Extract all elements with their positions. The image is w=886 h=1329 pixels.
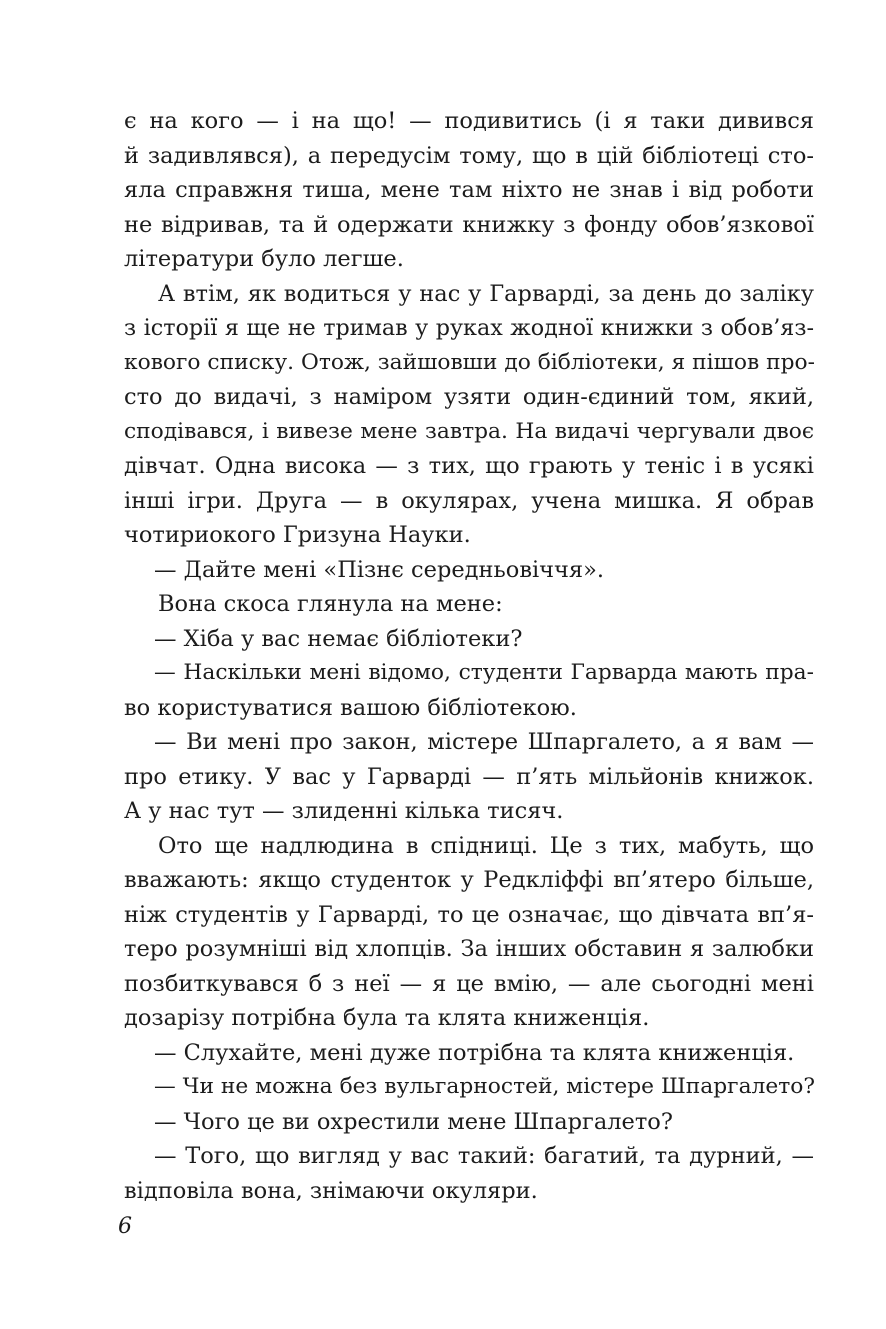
text-line: чотириокого Гризуна Науки. <box>124 522 471 548</box>
text-line: яла справжня тиша, мене там ніхто не знав і від роботи <box>124 177 814 203</box>
paragraph-start: А втім, як водиться у нас у Гарварді, за день до заліку <box>158 280 814 307</box>
text-line: з історії я ще не тримав у руках жодної книжки з обов’яз- <box>124 315 814 341</box>
body-text <box>124 104 814 1208</box>
dialogue-line: — Того, що вигляд у вас такий: багатий, та дурний, — <box>154 1143 814 1169</box>
dialogue-line: — Дайте мені «Пізнє середньовіччя». <box>154 556 605 583</box>
text-line: сподівався, і вивезе мене завтра. На видачі чергували двоє <box>124 418 814 444</box>
text-line: вважають: якщо студенток у Редкліффі вп’ятеро більше, <box>124 867 814 893</box>
page-number: 6 <box>118 1214 132 1239</box>
dialogue-line: — Чи не можна без вульгарностей, містере Шпаргалето? <box>154 1074 816 1099</box>
dialogue-line: — Наскільки мені відомо, студенти Гарварда мають пра- <box>154 660 814 685</box>
text-line: во користуватися вашою бібліотекою. <box>124 694 577 721</box>
paragraph-start: Вона скоса глянула на мене: <box>158 591 503 617</box>
text-line: є на кого — і на що! — подивитись (і я таки дивився <box>124 108 814 134</box>
text-line: А у нас тут — злиденні кілька тисяч. <box>124 798 564 824</box>
text-line: й задивлявся), а передусім тому, що в цій бібліотеці сто- <box>124 142 814 169</box>
text-line: про етику. У вас у Гарварді — п’ять мільйонів книжок. <box>124 763 814 790</box>
text-line: літератури було легше. <box>124 246 404 272</box>
paragraph-start: Ото ще надлюдина в спідниці. Це з тих, мабуть, що <box>158 832 814 859</box>
text-line: ніж студентів у Гарварді, то це означає, що дівчата вп’я- <box>124 901 814 928</box>
text-line: інші ігри. Друга — в окулярах, учена мишка. Я обрав <box>124 487 814 514</box>
text-line: дівчат. Одна висока — з тих, що грають у теніс і в усякі <box>124 453 814 479</box>
text-line: позбиткувався б з неї — я це вмію, — але сьогодні мені <box>124 970 814 997</box>
text-line: дозарізу потрібна була та клята книженція. <box>124 1005 650 1031</box>
dialogue-line: — Хіба у вас немає бібліотеки? <box>154 625 523 652</box>
dialogue-line: — Чого це ви охрестили мене Шпаргалето? <box>154 1108 673 1135</box>
dialogue-line: — Ви мені про закон, містере Шпаргалето, а я вам — <box>154 729 814 755</box>
text-line: не відривав, та й одержати книжку з фонду обов’язкової <box>124 211 814 238</box>
dialogue-line: — Слухайте, мені дуже потрібна та клята книженція. <box>154 1039 795 1066</box>
text-line: кового списку. Отож, зайшовши до бібліотеки, я пішов про- <box>124 349 815 375</box>
text-line: відповіла вона, знімаючи окуляри. <box>124 1177 538 1204</box>
text-line: сто до видачі, з наміром узяти один-єдиний том, який, <box>124 384 814 410</box>
text-line: теро розумніші від хлопців. За інших обставин я залюбки <box>124 936 814 962</box>
